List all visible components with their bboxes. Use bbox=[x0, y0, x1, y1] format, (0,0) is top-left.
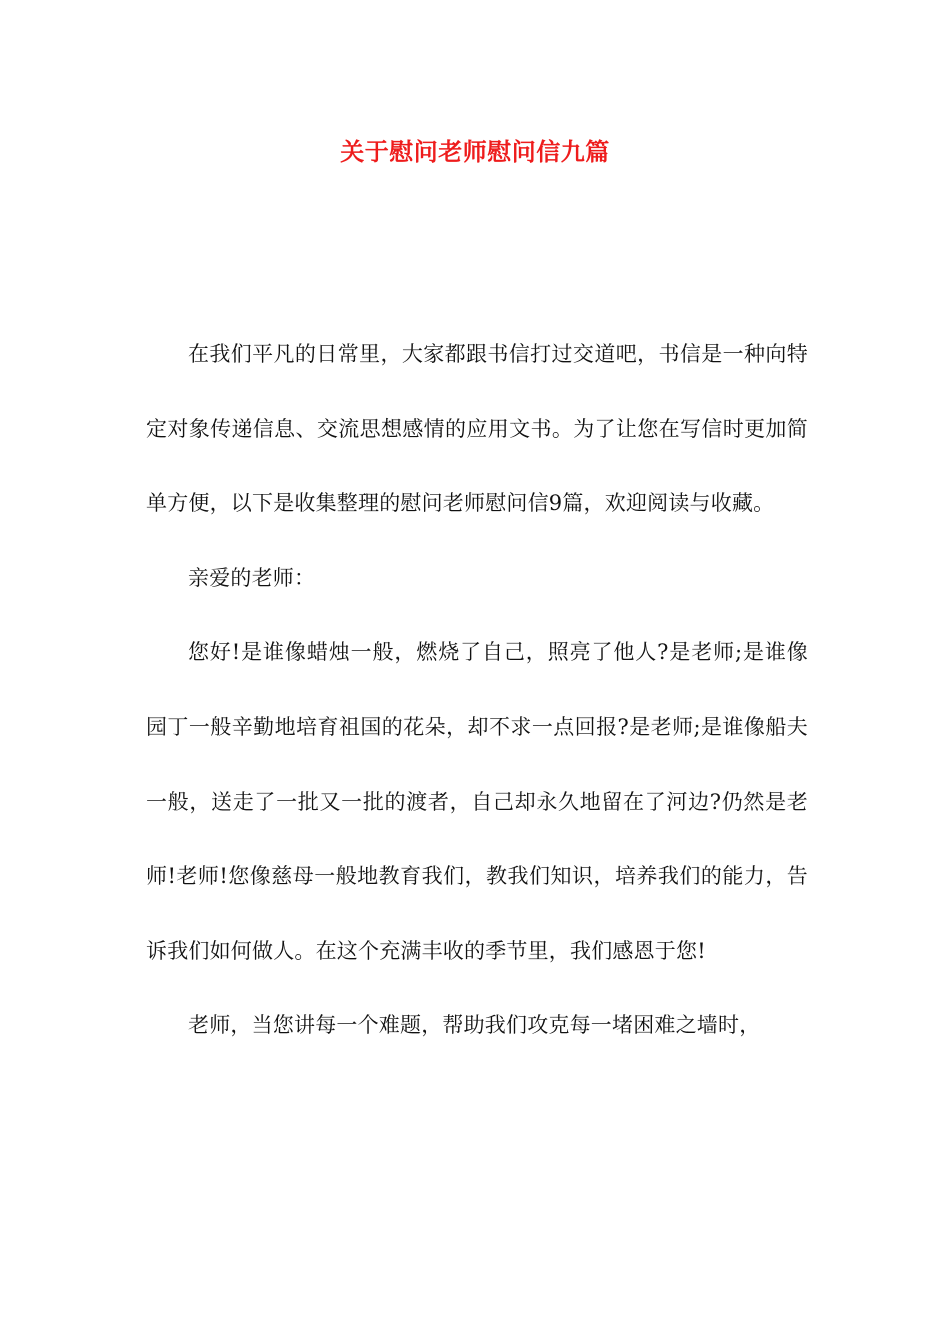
paragraph-greeting: 您好!是谁像蜡烛一般，燃烧了自己，照亮了他人?是老师;是谁像园丁一般辛勤地培育祖国的花朵，却不求一点回报?是老师;是谁像船夫一般，送走了一批又一批的渡者，自己却永久地留在了河边?仍然是老师!老师!您像慈母一般地教育我们，教我们知识，培养我们的能力，告诉我们如何做人。在这个充满丰收的季节里，我们感恩于您! bbox=[146, 640, 808, 963]
paragraph-salutation: 亲爱的老师： bbox=[188, 565, 316, 590]
paragraph-intro: 在我们平凡的日常里，大家都跟书信打过交道吧，书信是一种向特定对象传递信息、交流思想感情的应用文书。为了让您在写信时更加简单方便，以下是收集整理的慰问老师慰问信9篇，欢迎阅读与收藏。 bbox=[146, 342, 808, 516]
document-title: 关于慰问老师慰问信九篇 bbox=[340, 137, 610, 166]
document-body bbox=[146, 317, 808, 1063]
paragraph-continuation: 老师，当您讲每一个难题，帮助我们攻克每一堵困难之墙时， bbox=[188, 1013, 761, 1038]
